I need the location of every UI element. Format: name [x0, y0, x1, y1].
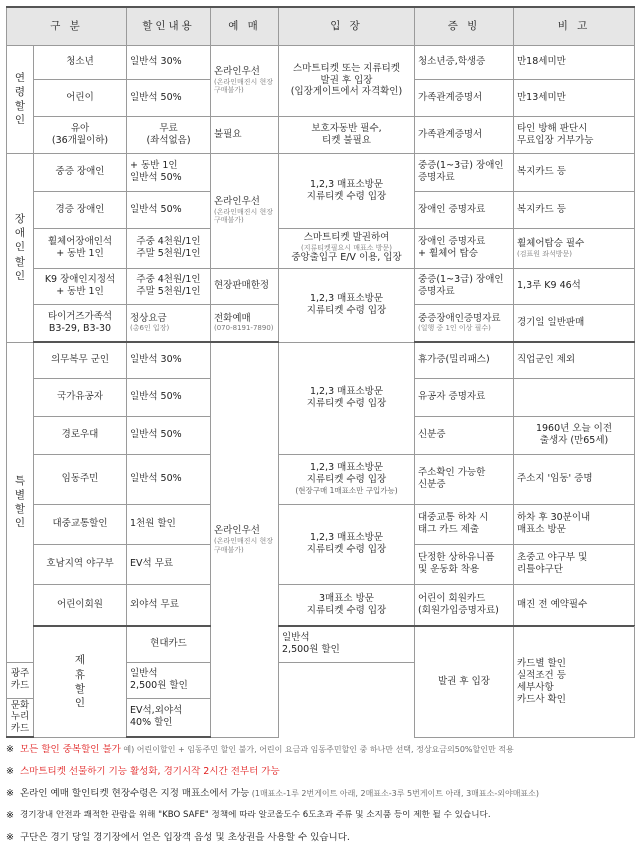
- header-proof: 증 빙: [415, 7, 514, 45]
- note-no-stacking: ※ 모든 할인 중복할인 불가 예) 어린이할인 + 임동주민 할인 불가, 어린이 요금과 임동주민할인 중 하나만 선택, 정상요금의50%할인만 적용: [6, 744, 514, 756]
- table-row: 어린이회원 외야석 무료 3매표소 방문 지류티켓 수령 입장 어린이 회원카드 (회원가입증명자료) 매진 전 예약필수: [7, 584, 635, 626]
- group-age-label: 연 령 할 인: [7, 45, 34, 153]
- table-row: 어린이 일반석 50% 가족관계증명서 만13세미만: [7, 79, 635, 116]
- note-smart-ticket-gift: ※ 스마트티켓 선물하기 기능 활성화, 경기시작 2시간 전부터 가능: [6, 766, 280, 778]
- table-row: 연 령 할 인 청소년 일반석 30% 온라인우선 (온라인매진시 현장구매불가) 스마트티켓 또는 지류티켓 발권 후 입장 (입장게이트에서 자격확인) 청소년증,학생증 만18세미만: [7, 45, 635, 79]
- discount-table: [6, 6, 635, 738]
- table-row: 호남지역 야구부 EV석 무료 단정한 상하유니폼 및 운동화 착용 초중고 야구부 및 리틀야구단: [7, 544, 635, 584]
- table-row: 경증 장애인 일반석 50% 장애인 증명자료 복지카드 등: [7, 191, 635, 228]
- table-row: 문화누리카드 EV석,외야석 40% 할인: [7, 698, 635, 737]
- smart-entry-cell: 스마트티켓 또는 지류티켓 발권 후 입장 (입장게이트에서 자격확인): [279, 45, 415, 116]
- header-reservation: 예 매: [211, 7, 279, 45]
- table-row: 제 휴 할 인 현대카드 일반석 2,500원 할인 발권 후 입장 카드별 할인 실적조건 등 세부사항 카드사 확인: [7, 626, 635, 662]
- box123-entry-cell: 1,2,3 매표소방문 지류티켓 수령 입장: [279, 342, 415, 454]
- group-disabled-label: 장 애 인 할 인: [7, 153, 34, 342]
- box123-entry-cell: 1,2,3 매표소방문 지류티켓 수령 입장: [279, 268, 415, 342]
- table-header-row: [7, 7, 635, 45]
- header-remark: 비 고: [514, 7, 635, 45]
- table-row: 광주카드 일반석 2,500원 할인: [7, 662, 635, 698]
- header-entry: 입 장: [279, 7, 415, 45]
- discount-document: [6, 6, 634, 854]
- table-row: 임동주민 일반석 50% 1,2,3 매표소방문 지류티켓 수령 입장 (현장구매 1매표소만 구입가능) 주소확인 가능한 신분증 주소지 '임동' 증명: [7, 454, 635, 504]
- box123-entry-cell: 1,2,3 매표소방문 지류티켓 수령 입장: [279, 153, 415, 228]
- header-category: 구 분: [7, 7, 127, 45]
- card-proof-cell: 카드별 할인 실적조건 등 세부사항 카드사 확인: [514, 626, 635, 737]
- table-row: 특 별 할 인 의무복무 군인 일반석 30% 온라인우선 (온라인매진시 현장구매불가) 1,2,3 매표소방문 지류티켓 수령 입장 휴가증(밀리패스) 직업군인 제외: [7, 342, 635, 378]
- group-partner-label: 제 휴 할 인: [34, 626, 127, 737]
- notes-section: [6, 744, 634, 854]
- online-reservation-cell: 온라인우선 (온라인매진시 현장구매불가): [211, 342, 279, 737]
- note-kbo-safe: ※ 경기장내 안전과 쾌적한 관람을 위해 "KBO SAFE" 정책에 따라 알코올도수 6도초과 주류 및 소지품 등이 제한 될 수 있습니다.: [6, 810, 491, 822]
- table-row: 휠체어장애인석 + 동반 1인 주중 4천원/1인 주말 5천원/1인 스마트티켓 발권하여 (지류티켓필요시 매표소 방문) 중앙출입구 E/V 이용, 입장 장애인 증명자료 + 휠체어 탑승 휠체어탑승 필수 (검표원 좌석방문): [7, 228, 635, 268]
- table-row: 타이거즈가족석 B3-29, B3-30 정상요금 (총6인 입장) 전화예매 (070-8191-7890) 중증장애인증명자료 (일행 중 1인 이상 필수) 경기일 일반판매: [7, 304, 635, 342]
- table-row: 대중교통할인 1천원 할인 1,2,3 매표소방문 지류티켓 수령 입장 대중교통 하차 시 태그 카드 제출 하차 후 30분이내 매표소 방문: [7, 504, 635, 544]
- header-discount: 할인내용: [127, 7, 211, 45]
- group-special-label: 특 별 할 인: [7, 342, 34, 662]
- table-row: 국가유공자 일반석 50% 유공자 증명자료: [7, 378, 635, 416]
- note-pickup-booth: ※ 온라인 예매 할인티켓 현장수령은 지정 매표소에서 가능 (1매표소-1루 2번게이트 아래, 2매표소-3루 5번게이트 아래, 3매표소-외야매표소): [6, 788, 540, 800]
- table-row: K9 장애인지정석 + 동반 1인 주중 4천원/1인 주말 5천원/1인 현장판매한정 1,2,3 매표소방문 지류티켓 수령 입장 중증(1~3급) 장애인 증명자료 1,3루 K9 46석: [7, 268, 635, 304]
- table-row: 장 애 인 할 인 중증 장애인 + 동반 1인 일반석 50% 온라인우선 (온라인매진시 현장구매불가) 1,2,3 매표소방문 지류티켓 수령 입장 중증(1~3급) 장애인 증명자료 복지카드 등: [7, 153, 635, 191]
- online-reservation-cell: 온라인우선 (온라인매진시 현장구매불가): [211, 153, 279, 268]
- table-row: 경로우대 일반석 50% 신분증 1960년 오늘 이전 출생자 (만65세): [7, 416, 635, 454]
- table-row: 유아 (36개월이하) 무료 (좌석없음) 불필요 보호자동반 필수, 티켓 불필요 가족관계증명서 타인 방해 판단시 무료입장 거부가능: [7, 116, 635, 153]
- online-reservation-cell: 온라인우선 (온라인매진시 현장구매불가): [211, 45, 279, 116]
- note-portrait-rights: ※ 구단은 경기 당일 경기장에서 얻은 입장객 음성 및 초상권을 사용할 수 있습니다.: [6, 832, 350, 844]
- box123-entry-cell: 1,2,3 매표소방문 지류티켓 수령 입장: [279, 504, 415, 584]
